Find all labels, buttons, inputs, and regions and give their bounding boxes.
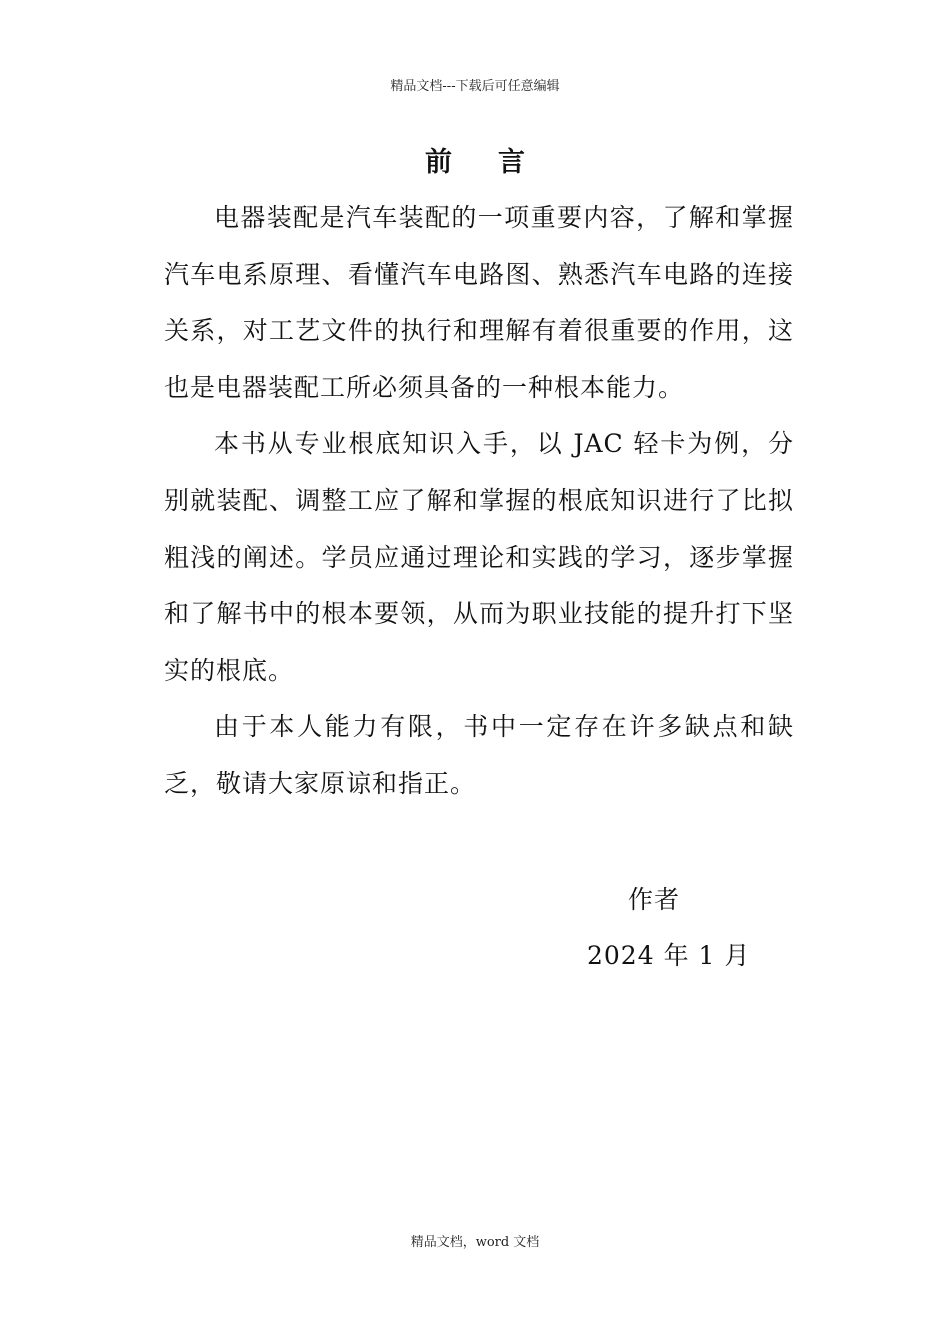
page-footer: 精品文档，word 文档 bbox=[410, 1235, 540, 1250]
signature-author: 作者 bbox=[628, 885, 681, 914]
paragraph-3: 由于本人能力有限，书中一定存在许多缺点和缺乏，敬请大家原谅和指正。 bbox=[164, 712, 794, 798]
page-header: 精品文档---下载后可任意编辑 bbox=[390, 79, 560, 94]
preface-body bbox=[164, 190, 794, 813]
title-part-1: 前 bbox=[425, 147, 452, 178]
title-part-2: 言 bbox=[498, 147, 525, 178]
signature-date: 2024 年 1 月 bbox=[587, 941, 751, 970]
paragraph-1: 电器装配是汽车装配的一项重要内容，了解和掌握汽车电系原理、看懂汽车电路图、熟悉汽车电路的连接关系，对工艺文件的执行和理解有着很重要的作用，这也是电器装配工所必须具备的一种根本能力。 bbox=[164, 203, 794, 402]
paragraph-2: 本书从专业根底知识入手，以 JAC 轻卡为例，分别就装配、调整工应了解和掌握的根底知识进行了比拟粗浅的阐述。学员应通过理论和实践的学习，逐步掌握和了解书中的根本要领，从而为职业技能的提升打下坚实的根底。 bbox=[164, 429, 794, 685]
page-title bbox=[0, 143, 950, 183]
